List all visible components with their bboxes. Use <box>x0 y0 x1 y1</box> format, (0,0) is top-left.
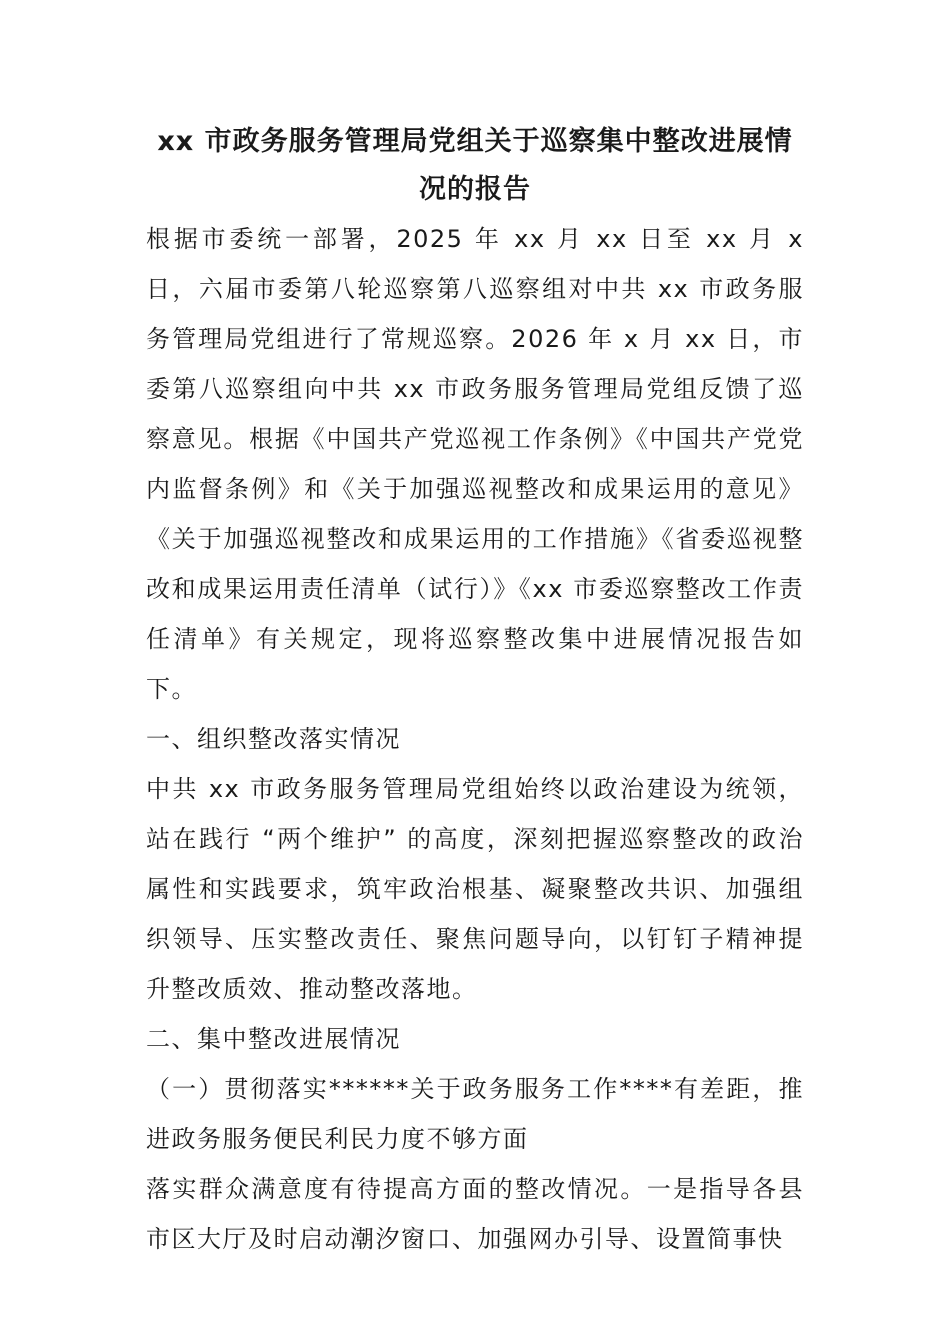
section-heading-2: 二、集中整改进展情况 <box>146 1025 401 1053</box>
subsection-heading-1: （一）贯彻落实******关于政务服务工作****有差距，推进政务服务便民利民力度不够方面 <box>146 1075 804 1153</box>
document-title: xx 市政务服务管理局党组关于巡察集中整改进展情况的报告 <box>157 126 793 205</box>
paragraph-intro: 根据市委统一部署，2025 年 xx 月 xx 日至 xx 月 x 日，六届市委第八轮巡察第八巡察组对中共 xx 市政务服务管理局党组进行了常规巡察。2026 年 x 月 xx 日，市委第八巡察组向中共 xx 市政务服务管理局党组反馈了巡察意见。根据《中国共产党巡视工作条例》《中国共产党党内监督条例》和《关于加强巡视整改和成果运用的意见》《关于加强巡视整改和成果运用的工作措施》《省委巡视整改和成果运用责任清单（试行）》《xx 市委巡察整改工作责任清单》有关规定，现将巡察整改集中进展情况报告如下。 <box>146 225 804 703</box>
section-heading-1: 一、组织整改落实情况 <box>146 725 401 753</box>
document-body <box>146 118 804 1264</box>
paragraph-subsection-1: 落实群众满意度有待提高方面的整改情况。一是指导各县市区大厅及时启动潮汐窗口、加强网办引导、设置简事快 <box>146 1175 804 1253</box>
paragraph-section-1: 中共 xx 市政务服务管理局党组始终以政治建设为统领，站在践行 “两个维护” 的高度，深刻把握巡察整改的政治属性和实践要求，筑牢政治根基、凝聚整改共识、加强组织领导、压实整改责任、聚焦问题导向，以钉钉子精神提升整改质效、推动整改落地。 <box>146 775 804 1003</box>
